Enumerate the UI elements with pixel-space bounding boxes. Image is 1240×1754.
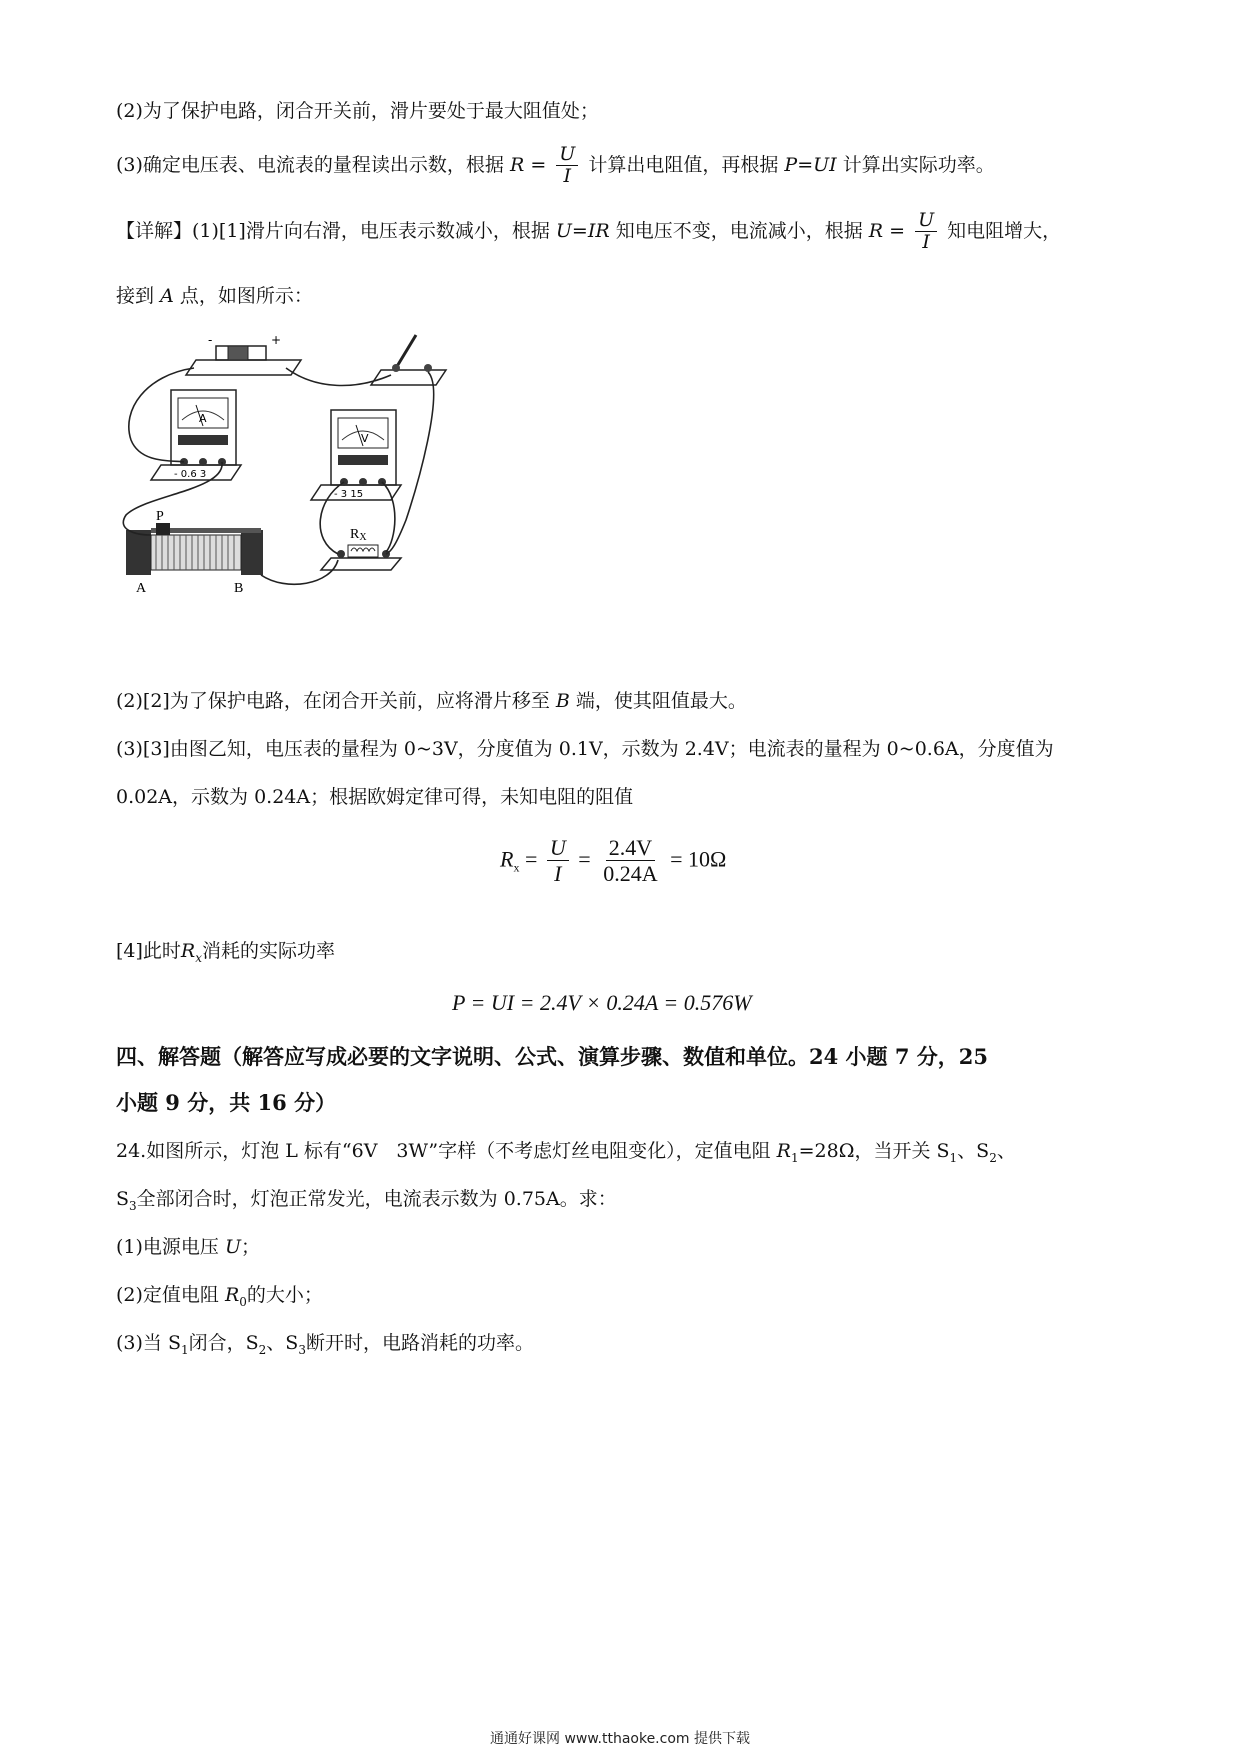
question-line-5: (3)当 $S_1$闭合，$S_2$、$S_3$断开时，电路消耗的功率。 bbox=[116, 1332, 534, 1357]
text-line-1: (2)为了保护电路，闭合开关前，滑片要处于最大阻值处； bbox=[116, 100, 599, 122]
rheostat-icon bbox=[126, 509, 263, 596]
battery-icon bbox=[186, 333, 301, 375]
question-line-2: $S_3$全部闭合时，灯泡正常发光，电流表示数为 0.75A。求： bbox=[116, 1188, 617, 1213]
text-line-8: [4]此时$R_x$消耗的实际功率 bbox=[116, 940, 336, 965]
text-line-3: 【详解】(1)[1]滑片向右滑，电压表示数减小，根据 U=IR 知电压不变，电流减小，根据 R = $\frac{U}{I}$ 知电阻增大， bbox=[116, 209, 1062, 253]
question-line-3: (1)电源电压 U； bbox=[116, 1236, 260, 1258]
fraction-u-over-i: $\frac{U}{I}$ bbox=[556, 144, 578, 188]
equation-rx: $R_x$ = $\frac{U}{I}$ = $\frac{2.4V}{0.24A}$ = 10Ω bbox=[500, 835, 727, 887]
equation-power: P = UI = 2.4V × 0.24A = 0.576W bbox=[452, 990, 752, 1015]
svg-text:- 0.6 3: - 0.6 3 bbox=[174, 469, 207, 480]
section-heading-line-2: 小题 9 分，共 16 分） bbox=[116, 1090, 337, 1115]
text-line-5: (2)[2]为了保护电路，在闭合开关前，应将滑片移至 B 端，使其阻值最大。 bbox=[116, 690, 747, 712]
svg-text:RX: RX bbox=[350, 527, 367, 543]
svg-text:P: P bbox=[156, 509, 164, 524]
svg-text:+: + bbox=[271, 333, 282, 347]
svg-text:B: B bbox=[234, 581, 244, 596]
text-line-2: (3)确定电压表、电流表的量程读出示数，根据 R = $\frac{U}{I}$ 计算出电阻值，再根据 P=UI 计算出实际功率。 bbox=[116, 143, 995, 187]
voltmeter-icon bbox=[311, 410, 401, 500]
text-line-4: 接到 A 点，如图所示： bbox=[116, 285, 313, 307]
svg-text:-: - bbox=[208, 333, 213, 347]
question-line-4: (2)定值电阻 $R_0$的大小； bbox=[116, 1284, 323, 1309]
circuit-diagram bbox=[116, 330, 476, 642]
text-line-6: (3)[3]由图乙知，电压表的量程为 0~3V，分度值为 0.1V，示数为 2.4V；电流表的量程为 0~0.6A，分度值为 bbox=[116, 738, 1054, 760]
svg-text:A: A bbox=[136, 581, 147, 596]
svg-text:- 3 15: - 3 15 bbox=[334, 489, 364, 500]
section-heading-line-1: 四、解答题（解答应写成必要的文字说明、公式、演算步骤、数值和单位。24 小题 7 分，25 bbox=[116, 1044, 988, 1069]
question-line-1: 24.如图所示，灯泡 L 标有“6V 3W”字样（不考虑灯丝电阻变化），定值电阻 $R_1=28\Omega$，当开关 $S_1$、$S_2$、 bbox=[116, 1140, 1016, 1165]
svg-text:A: A bbox=[199, 412, 207, 425]
page-footer: 通通好课网 www.tthaoke.com 提供下载 bbox=[490, 1731, 750, 1747]
ammeter-icon bbox=[151, 390, 241, 480]
fraction-u-over-i-2: $\frac{U}{I}$ bbox=[915, 210, 937, 254]
switch-icon bbox=[371, 335, 446, 385]
text-line-7: 0.02A，示数为 0.24A；根据欧姆定律可得，未知电阻的阻值 bbox=[116, 786, 634, 808]
svg-text:V: V bbox=[361, 432, 369, 445]
